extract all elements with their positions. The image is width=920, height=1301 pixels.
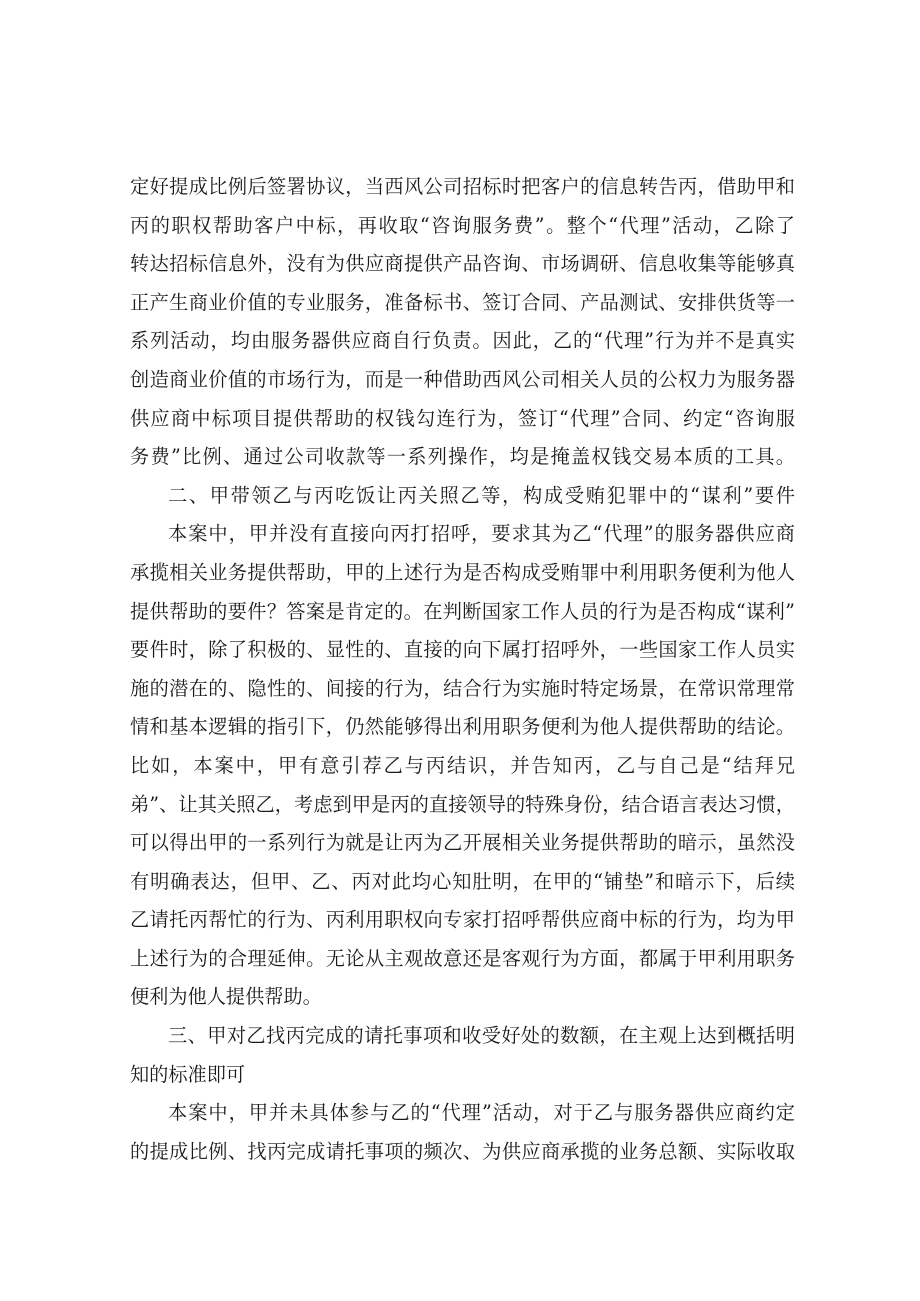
section-heading: 二、甲带领乙与丙吃饭让丙关照乙等，构成受贿犯罪中的“谋利”要件 bbox=[168, 483, 795, 507]
text-line: 便利为他人提供帮助。 bbox=[130, 985, 322, 1009]
text-line: 本案中，甲并未具体参与乙的“代理”活动，对于乙与服务器供应商约定 bbox=[168, 1101, 795, 1125]
document-body bbox=[130, 168, 795, 1171]
section-heading: 三、甲对乙找丙完成的请托事项和收受好处的数额，在主观上达到概括明 bbox=[168, 1024, 795, 1048]
text-line: 务费”比例、通过公司收款等一系列操作，均是掩盖权钱交易本质的工具。 bbox=[130, 445, 795, 469]
text-line: 可以得出甲的一系列行为就是让丙为乙开展相关业务提供帮助的暗示，虽然没 bbox=[130, 831, 795, 855]
text-line: 弟”、让其关照乙，考虑到甲是丙的直接领导的特殊身份，结合语言表达习惯， bbox=[130, 792, 795, 816]
text-line: 有明确表达，但甲、乙、丙对此均心知肚明，在甲的“铺垫”和暗示下，后续 bbox=[130, 869, 795, 893]
text-line: 本案中，甲并没有直接向丙打招呼，要求其为乙“代理”的服务器供应商 bbox=[168, 522, 795, 546]
text-line: 情和基本逻辑的指引下，仍然能够得出利用职务便利为他人提供帮助的结论。 bbox=[130, 715, 795, 739]
text-line: 丙的职权帮助客户中标，再收取“咨询服务费”。整个“代理”活动，乙除了 bbox=[130, 213, 795, 237]
text-line: 创造商业价值的市场行为，而是一种借助西风公司相关人员的公权力为服务器 bbox=[130, 367, 795, 391]
text-line: 供应商中标项目提供帮助的权钱勾连行为，签订“代理”合同、约定“咨询服 bbox=[130, 406, 795, 430]
section-heading-continuation: 知的标准即可 bbox=[130, 1062, 246, 1086]
text-line: 正产生商业价值的专业服务，准备标书、签订合同、产品测试、安排供货等一 bbox=[130, 290, 795, 314]
text-line: 定好提成比例后签署协议，当西风公司招标时把客户的信息转告丙，借助甲和 bbox=[130, 175, 795, 198]
text-line: 施的潜在的、隐性的、间接的行为，结合行为实施时特定场景，在常识常理常 bbox=[130, 676, 795, 700]
text-line: 转达招标信息外，没有为供应商提供产品咨询、市场调研、信息收集等能够真 bbox=[130, 252, 795, 276]
text-line: 比如，本案中，甲有意引荐乙与丙结识，并告知丙，乙与自己是“结拜兄 bbox=[130, 753, 795, 777]
text-line: 承揽相关业务提供帮助，甲的上述行为是否构成受贿罪中利用职务便利为他人 bbox=[130, 560, 795, 584]
text-line: 要件时，除了积极的、显性的、直接的向下属打招呼外，一些国家工作人员实 bbox=[130, 638, 795, 662]
text-line: 的提成比例、找丙完成请托事项的频次、为供应商承揽的业务总额、实际收取 bbox=[130, 1139, 795, 1163]
text-line: 提供帮助的要件？答案是肯定的。在判断国家工作人员的行为是否构成“谋利” bbox=[130, 599, 795, 623]
text-line: 乙请托丙帮忙的行为、丙利用职权向专家打招呼帮供应商中标的行为，均为甲 bbox=[130, 908, 795, 932]
text-line: 上述行为的合理延伸。无论从主观故意还是客观行为方面，都属于甲利用职务 bbox=[130, 946, 795, 970]
text-line: 系列活动，均由服务器供应商自行负责。因此，乙的“代理”行为并不是真实 bbox=[130, 329, 795, 353]
